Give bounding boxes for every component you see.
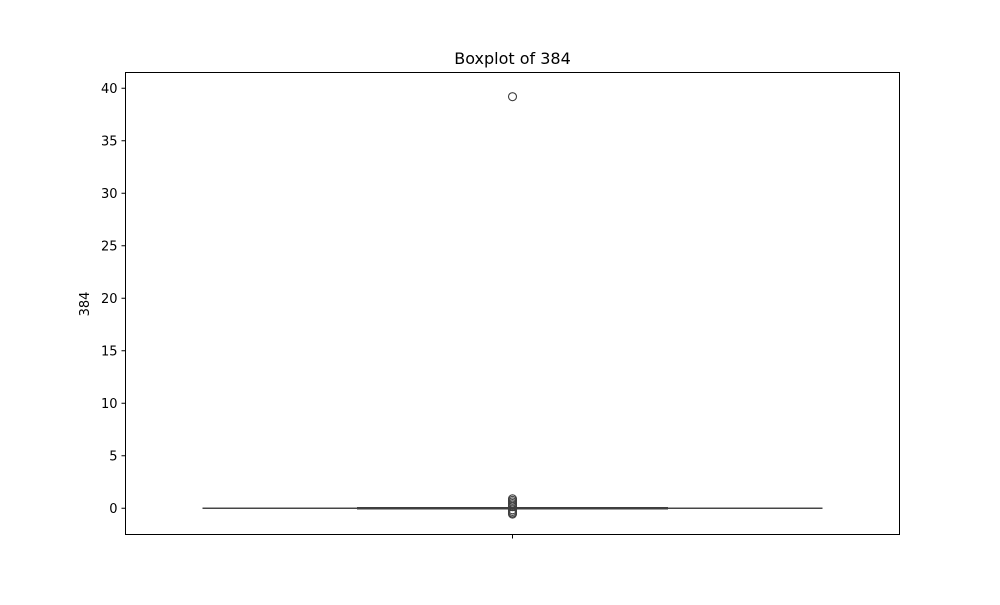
y-tick-label: 25 — [100, 239, 118, 255]
y-tick-label: 30 — [100, 186, 118, 202]
y-tick-label: 40 — [100, 81, 118, 97]
y-tick-label: 15 — [100, 344, 118, 360]
y-tick-label: 35 — [100, 134, 118, 150]
y-tick-label: 5 — [109, 449, 118, 465]
y-tick-label: 10 — [100, 396, 118, 412]
y-tick-label: 20 — [100, 291, 118, 307]
chart-title: Boxplot of 384 — [454, 49, 571, 68]
y-tick-label: 0 — [109, 501, 118, 517]
y-axis-label: 384 — [78, 291, 93, 317]
